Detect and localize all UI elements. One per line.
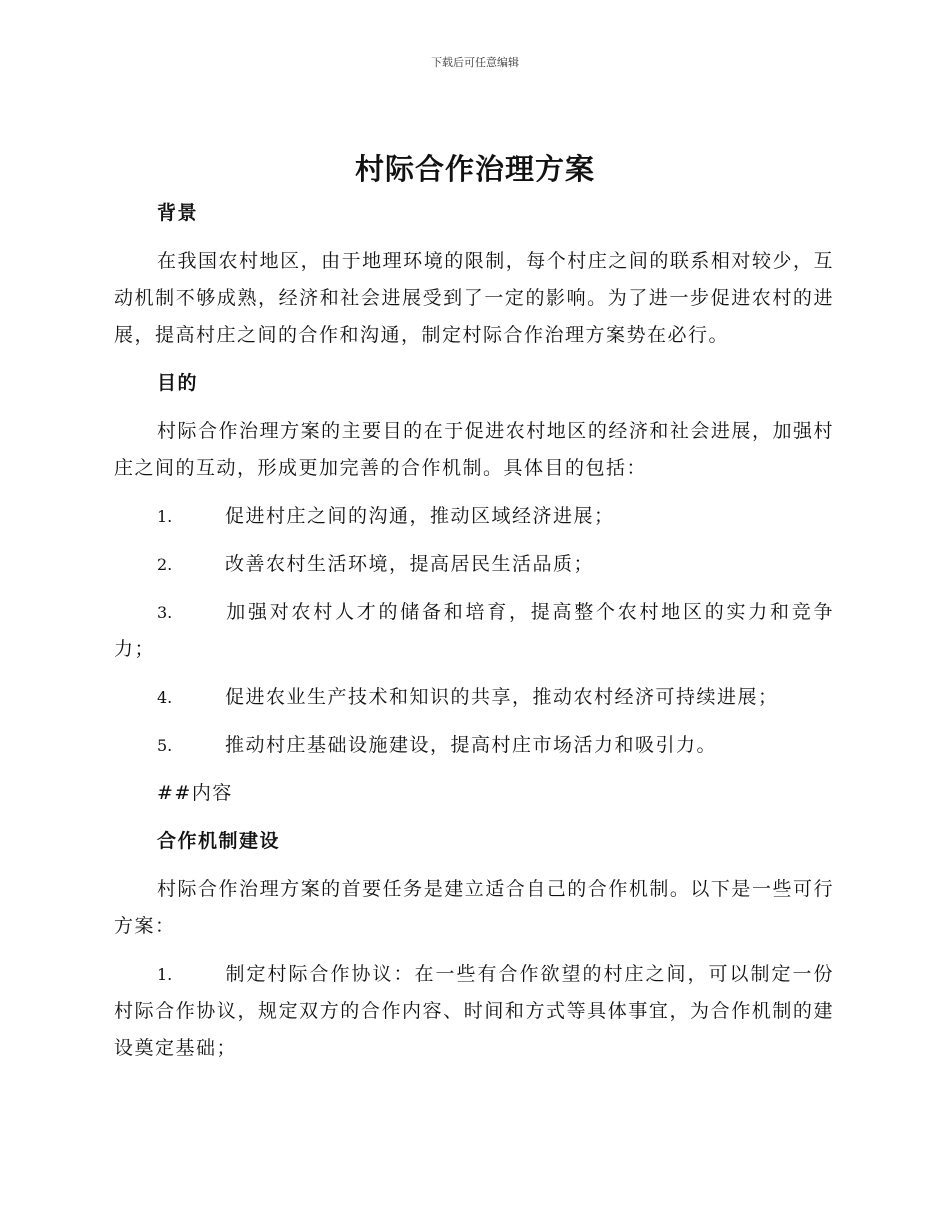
list-text: 加强对农村人才的储备和培育，提高整个农村地区的实力和竞争力； (114, 601, 834, 660)
list-item (114, 546, 834, 583)
list-text: 制定村际合作协议：在一些有合作欲望的村庄之间，可以制定一份村际合作协议，规定双方的合作内容、时间和方式等具体事宜，为合作机制的建设奠定基础； (114, 963, 834, 1059)
list-text: 改善农村生活环境，提高居民生活品质； (225, 553, 595, 575)
list-item (114, 498, 834, 535)
list-item (114, 679, 834, 716)
list-number: 3. (157, 603, 173, 622)
list-item (114, 727, 834, 764)
cooperation-paragraph: 村际合作治理方案的首要任务是建立适合自己的合作机制。以下是一些可行方案： (114, 878, 834, 937)
list-number: 1. (157, 965, 173, 984)
list-number: 5. (157, 736, 173, 755)
list-item (114, 594, 834, 668)
section-heading-background: 背景 (157, 202, 199, 224)
purpose-paragraph: 村际合作治理方案的主要目的在于促进农村地区的经济和社会进展，加强村庄之间的互动，形成更加完善的合作机制。具体目的包括： (114, 420, 834, 479)
section-heading-cooperation: 合作机制建设 (157, 830, 281, 852)
list-number: 2. (157, 555, 173, 574)
list-text: 推动村庄基础设施建设，提高村庄市场活力和吸引力。 (225, 734, 718, 756)
list-number: 4. (157, 688, 173, 707)
page-title: 村际合作治理方案 (354, 152, 595, 186)
header-note: 下载后可任意编辑 (431, 56, 519, 69)
list-text: 促进农业生产技术和知识的共享，推动农村经济可持续进展； (225, 686, 779, 708)
document-body (114, 195, 834, 1067)
list-item (114, 956, 834, 1067)
content-marker: ##内容 (157, 782, 233, 804)
section-heading-purpose: 目的 (157, 372, 199, 394)
list-text: 促进村庄之间的沟通，推动区域经济进展； (225, 505, 615, 527)
background-paragraph: 在我国农村地区，由于地理环境的限制，每个村庄之间的联系相对较少，互动机制不够成熟，经济和社会进展受到了一定的影响。为了进一步促进农村的进展，提高村庄之间的合作和沟通，制定村际合作治理方案势在必行。 (114, 250, 834, 346)
list-number: 1. (157, 507, 173, 526)
